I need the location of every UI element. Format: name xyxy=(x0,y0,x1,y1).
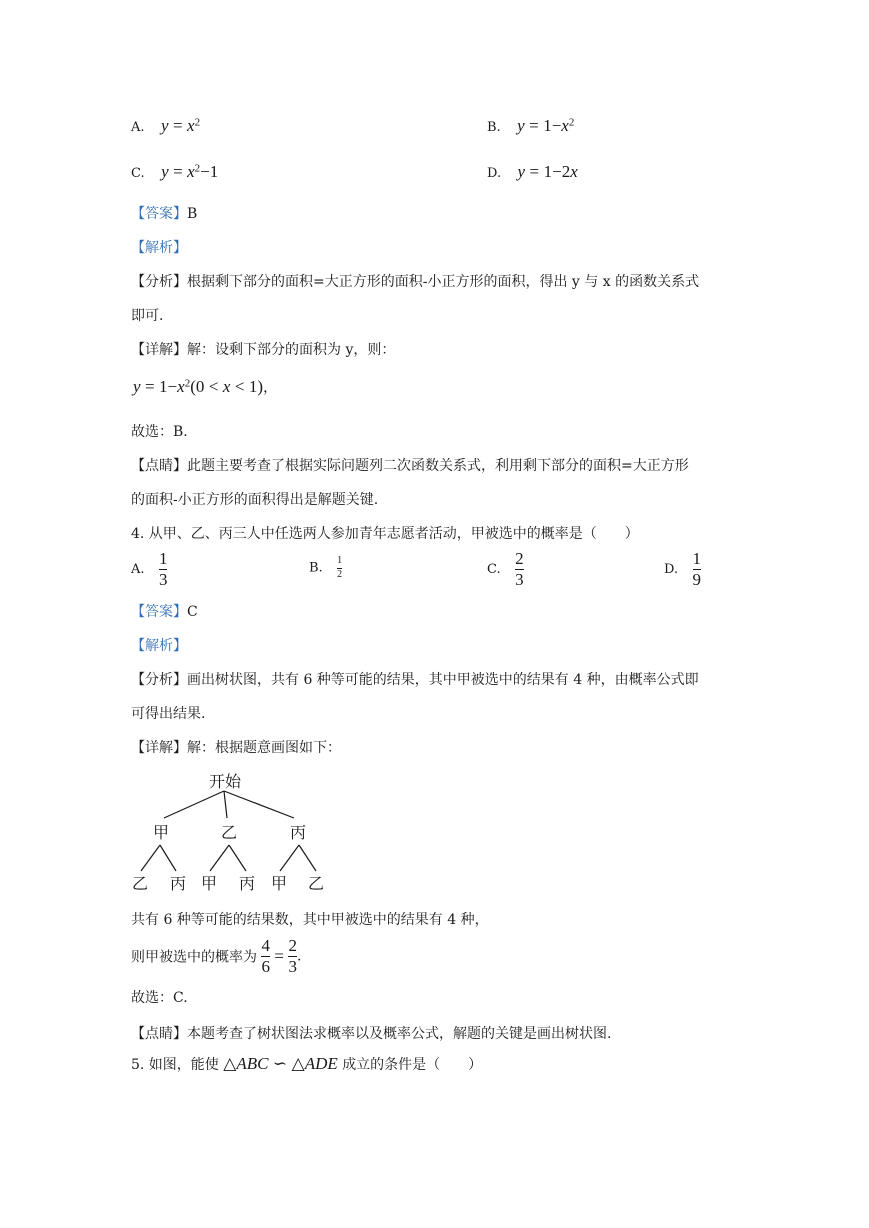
detail-tag: 【详解】 xyxy=(131,342,187,358)
fraction: $\frac{1}{9}$ xyxy=(692,549,702,589)
edge-root-jia xyxy=(164,791,224,818)
edge-yi-bing xyxy=(229,845,246,871)
option-label: A. xyxy=(131,561,145,577)
comment-tag: 【点睛】 xyxy=(131,458,187,474)
q4-option-b xyxy=(309,556,342,580)
tree-node-bing: 丙 xyxy=(289,823,307,842)
fraction: $\frac{1}{3}$ xyxy=(158,549,168,589)
option-label: C. xyxy=(487,561,501,577)
q5-question: 5. 如图，能使 △ABC ∽ △ADE 成立的条件是（ ） xyxy=(131,1054,483,1073)
option-label: C. xyxy=(131,166,145,181)
q4-option-d xyxy=(664,550,701,589)
edge-root-bing xyxy=(224,791,294,818)
answer-value: C xyxy=(187,604,198,620)
option-label: B. xyxy=(309,560,323,576)
detail-tag: 【详解】 xyxy=(131,740,187,756)
q3-option-b: B. $y = 1-x^2$ xyxy=(487,116,575,135)
q4-detail-line1: 【详解】解：根据题意画图如下： xyxy=(131,740,341,756)
tree-node-jia: 甲 xyxy=(152,823,170,842)
q3-fenxi-line2: 即可. xyxy=(131,308,164,324)
q4-question: 4. 从甲、乙、丙三人中任选两人参加青年志愿者活动，甲被选中的概率是（ ） xyxy=(131,526,639,542)
q3-comment-line1: 【点睛】此题主要考查了根据实际问题列二次函数关系式，利用剩下部分的面积=大正方形 xyxy=(131,458,689,474)
q3-fenxi-line1: 【分析】根据剩下部分的面积=大正方形的面积-小正方形的面积，得出 y 与 x 的函数关系式 xyxy=(131,274,700,290)
q3-option-a: A. $y = x^2$ xyxy=(131,116,201,135)
q3-choose: 故选：B. xyxy=(131,424,188,440)
tree-leaf: 甲 xyxy=(200,874,218,893)
q4-choose: 故选：C. xyxy=(131,990,188,1006)
edge-jia-yi xyxy=(141,845,160,871)
fenxi-tag: 【分析】 xyxy=(131,672,187,688)
tree-leaf: 乙 xyxy=(131,874,149,893)
tree-leaf: 丙 xyxy=(238,874,256,893)
answer-tag: 【答案】 xyxy=(131,206,187,222)
tree-diagram xyxy=(128,768,328,893)
tree-root: 开始 xyxy=(208,772,242,791)
edge-bing-yi xyxy=(299,845,316,871)
fraction: $\frac{4}{6}$ xyxy=(261,936,270,976)
option-label: D. xyxy=(487,166,502,181)
option-label: B. xyxy=(487,120,501,135)
q4-result-line1: 共有 6 种等可能的结果数，其中甲被选中的结果有 4 种， xyxy=(131,912,489,928)
fraction: $\frac{2}{3}$ xyxy=(288,936,297,976)
fenxi-tag: 【分析】 xyxy=(131,274,187,290)
answer-tag: 【答案】 xyxy=(131,604,187,620)
tree-leaf: 甲 xyxy=(270,874,288,893)
q3-detail-line1: 【详解】解：设剩下部分的面积为 y，则： xyxy=(131,342,396,358)
q3-analysis-tag: 【解析】 xyxy=(131,240,187,256)
edge-jia-bing xyxy=(160,845,176,871)
tree-leaf: 丙 xyxy=(169,874,187,893)
option-label: A. xyxy=(131,120,145,135)
q3-option-d: D. y = 1−2x xyxy=(487,162,578,181)
fraction: $\frac{2}{3}$ xyxy=(515,549,524,589)
q4-result-line2: 则甲被选中的概率为 $\frac{4}{6}$ = $\frac{2}{3}$ . xyxy=(131,936,302,976)
comment-tag: 【点睛】 xyxy=(131,1026,187,1042)
edge-root-yi xyxy=(224,791,227,818)
tree-leaf: 乙 xyxy=(307,874,325,893)
q3-formula: $y = 1-x^2(0 < x < 1)$， xyxy=(133,377,278,396)
fraction: $\frac{1}{2}$ xyxy=(337,555,343,580)
q3-answer xyxy=(131,203,197,223)
q4-analysis-tag: 【解析】 xyxy=(131,638,187,654)
option-label: D. xyxy=(664,561,679,577)
q4-option-a xyxy=(131,550,167,589)
q4-answer xyxy=(131,601,198,621)
q3-comment-line2: 的面积-小正方形的面积得出是解题关键. xyxy=(131,492,379,508)
q3-option-c: C. $y = x^2-1$ xyxy=(131,162,219,181)
edge-yi-jia xyxy=(210,845,229,871)
tree-node-yi: 乙 xyxy=(220,823,238,842)
answer-value: B xyxy=(187,206,198,222)
edge-bing-jia xyxy=(280,845,299,871)
q4-comment-line1: 【点睛】本题考查了树状图法求概率以及概率公式，解题的关键是画出树状图. xyxy=(131,1026,612,1042)
q4-option-c xyxy=(487,550,524,589)
q4-fenxi-line2: 可得出结果. xyxy=(131,706,206,722)
q4-fenxi-line1: 【分析】画出树状图，共有 6 种等可能的结果，其中甲被选中的结果有 4 种，由概率公式即 xyxy=(131,672,699,688)
